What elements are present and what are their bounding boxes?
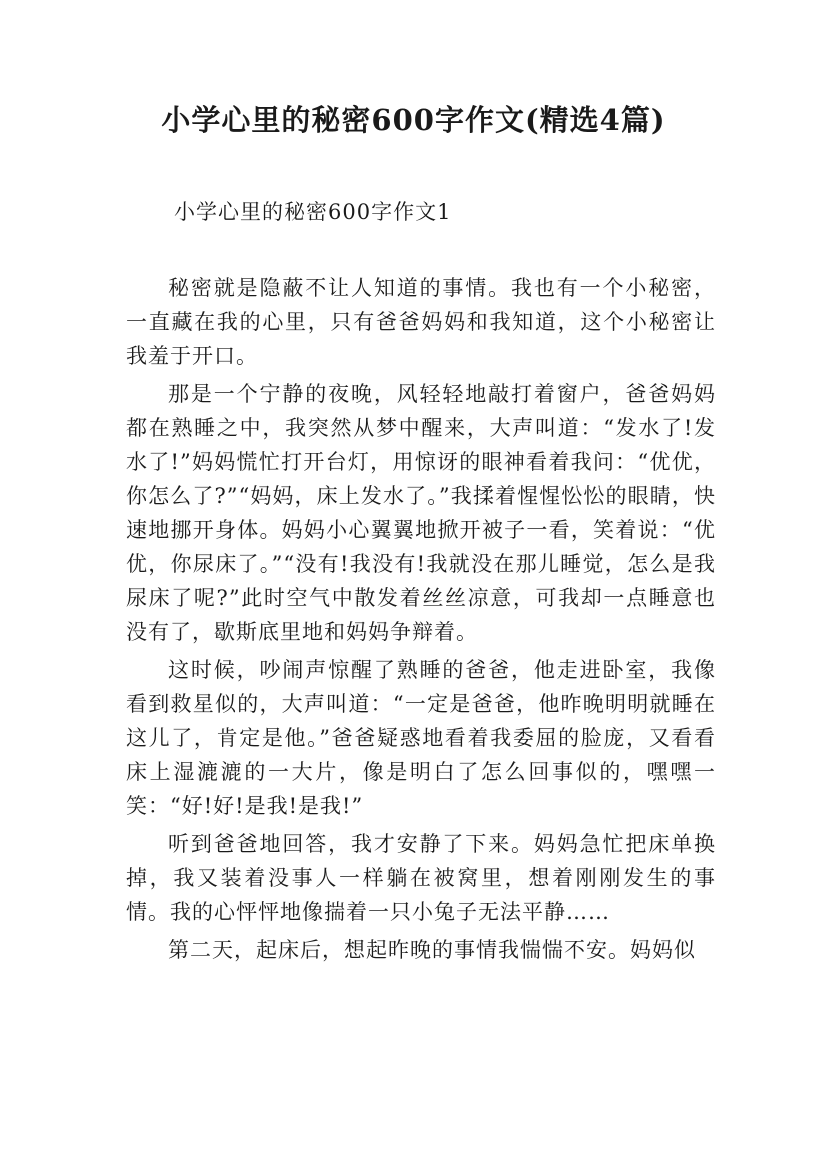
essay-body <box>126 271 716 971</box>
paragraph-4: 听到爸爸地回答，我才安静了下来。妈妈急忙把床单换掉，我又装着没事人一样躺在被窝里，想着刚刚发生的事情。我的心怦怦地像揣着一只小兔子无法平静…… <box>126 832 716 924</box>
section-heading: 小学心里的秘密600字作文1 <box>174 200 452 224</box>
paragraph-5: 第二天，起床后，想起昨晚的事情我惴惴不安。妈妈似 <box>168 938 696 962</box>
paragraph-2: 那是一个宁静的夜晚，风轻轻地敲打着窗户，爸爸妈妈都在熟睡之中，我突然从梦中醒来，大声叫道：“发水了!发水了!”妈妈慌忙打开台灯，用惊讶的眼神看着我问：“优优，你怎么了?”“妈妈，床上发水了。”我揉着惺惺忪忪的眼睛，快速地挪开身体。妈妈小心翼翼地掀开被子一看，笑着说：“优优，你尿床了。”“没有!我没有!我就没在那儿睡觉，怎么是我尿床了呢?”此时空气中散发着丝丝凉意，可我却一点睡意也没有了，歇斯底里地和妈妈争辩着。 <box>126 382 716 644</box>
paragraph-1: 秘密就是隐蔽不让人知道的事情。我也有一个小秘密，一直藏在我的心里，只有爸爸妈妈和我知道，这个小秘密让我羞于开口。 <box>126 276 716 368</box>
document-title: 小学心里的秘密600字作文(精选4篇) <box>161 103 666 137</box>
paragraph-3: 这时候，吵闹声惊醒了熟睡的爸爸，他走进卧室，我像看到救星似的，大声叫道：“一定是爸爸，他昨晚明明就睡在这儿了，肯定是他。”爸爸疑惑地看着我委屈的脸庞，又看看床上湿漉漉的一大片，像是明白了怎么回事似的，嘿嘿一笑：“好!好!是我!是我!” <box>126 658 716 818</box>
